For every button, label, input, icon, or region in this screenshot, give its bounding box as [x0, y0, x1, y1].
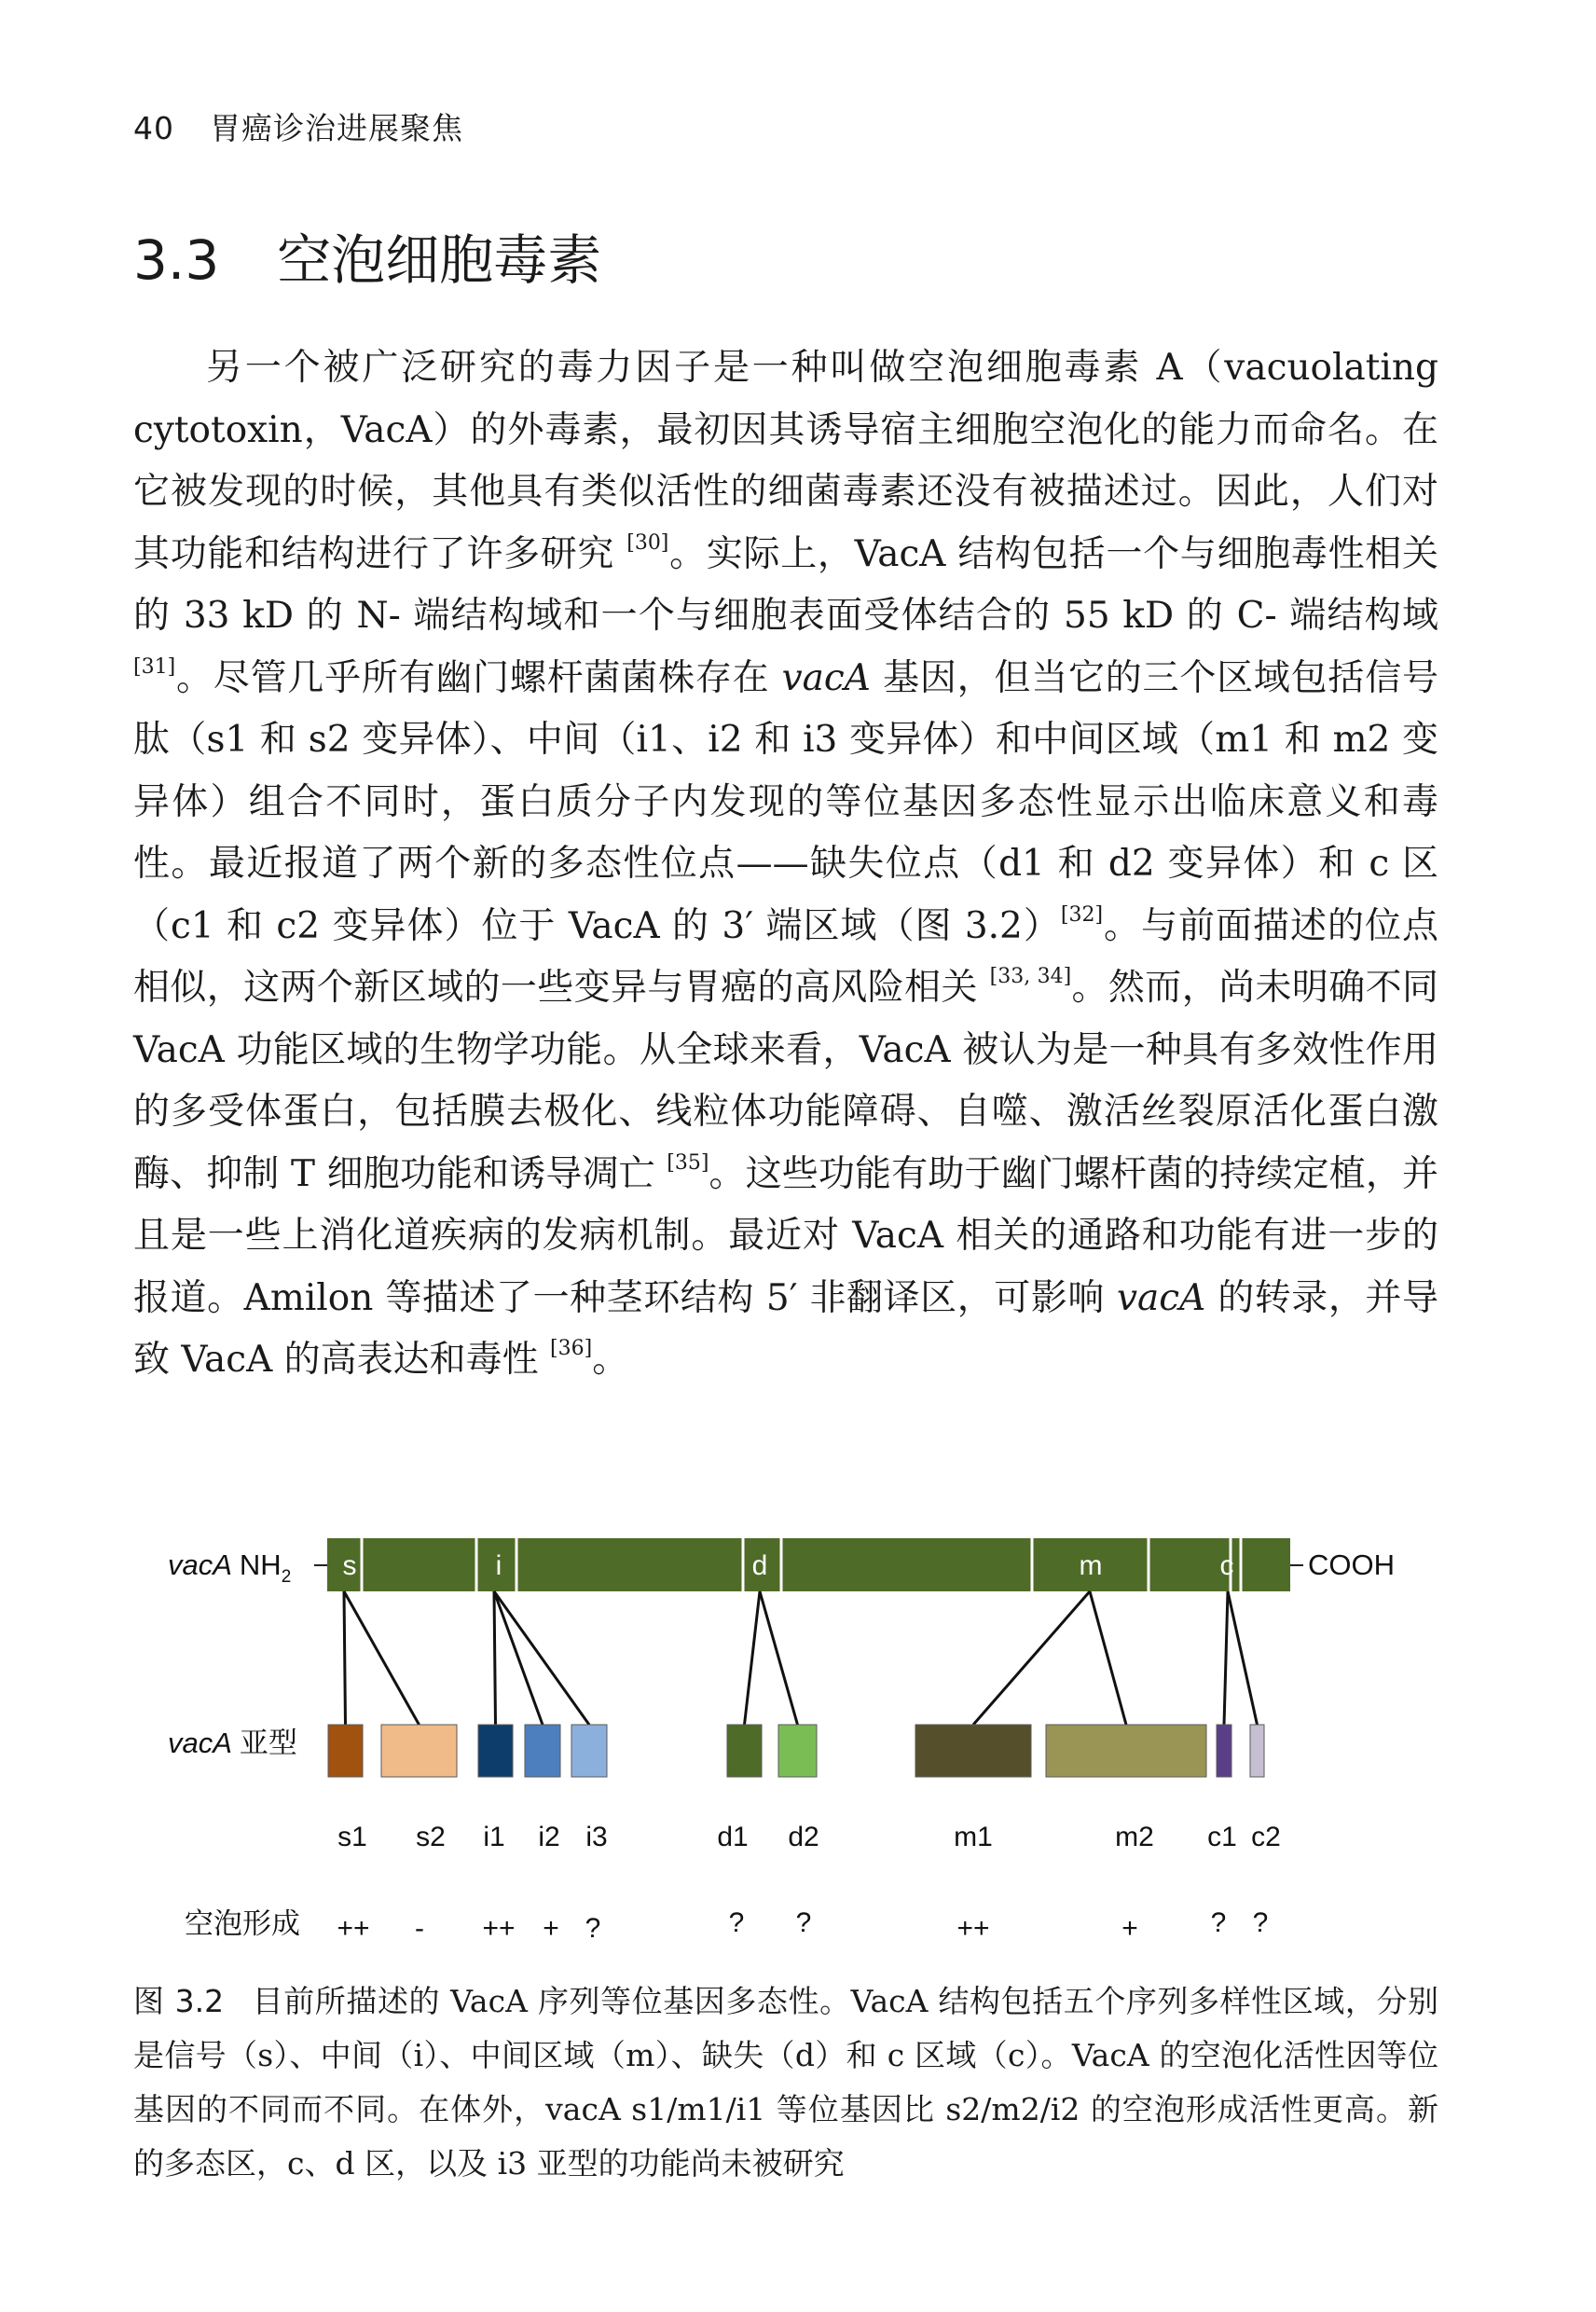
section-number: 3.3	[133, 228, 220, 292]
subtype-name-m1: m1	[954, 1822, 993, 1852]
subtype-name-s1: s1	[337, 1822, 367, 1852]
bar-divider	[1031, 1538, 1034, 1591]
subtype-box-c1	[1217, 1725, 1231, 1777]
subtype-box-i2	[525, 1725, 560, 1777]
cooh-label: COOH	[1308, 1548, 1395, 1581]
connector-m2	[1090, 1591, 1126, 1725]
subtype-box-i1	[478, 1725, 513, 1777]
section-heading	[133, 216, 601, 295]
region-label-i: i	[495, 1550, 502, 1581]
gene-label-sub: 2	[281, 1567, 292, 1587]
subtype-box-m2	[1046, 1725, 1206, 1777]
book-title: 胃癌诊治进展聚焦	[210, 110, 463, 146]
connector-m1	[973, 1591, 1090, 1725]
activity-c1: ?	[1210, 1907, 1227, 1938]
vacuolation-label: 空泡形成	[185, 1907, 300, 1941]
subtype-label-rest: 亚型	[239, 1727, 297, 1759]
text-run: 。实际上，VacA 结构包括一个与细胞毒性相关的 33 kD 的 N- 端结构域和一个与细胞表面受体结合的 55 kD 的 C- 端结构域	[133, 532, 1438, 637]
activity-i3: ?	[585, 1913, 601, 1944]
bar-divider	[1240, 1538, 1243, 1591]
bar-divider	[475, 1538, 478, 1591]
text-run: 。这些功能有助于幽门螺杆菌的持续定植，并且是一些上消化道疾病的发病机制。最近对 VacA 相关的通路和功能有进一步的报道。Amilon 等描述了一种茎环结构 5′ 非翻译区，可影响	[133, 1152, 1438, 1319]
vacuolation-activity	[337, 1907, 1268, 1944]
region-label-c: c	[1219, 1550, 1234, 1581]
activity-s1: ++	[337, 1913, 370, 1944]
activity-d1: ?	[728, 1907, 745, 1938]
subtype-names	[337, 1822, 1281, 1852]
body-paragraph	[133, 337, 1438, 1392]
vaca-gene-bar	[327, 1538, 1290, 1591]
caption-label: 图 3.2	[133, 1983, 225, 2019]
connector-c2	[1228, 1591, 1258, 1725]
subtype-name-i1: i1	[483, 1822, 505, 1852]
figure-3-2	[0, 1492, 1596, 1976]
subtype-name-i3: i3	[585, 1822, 608, 1852]
connector-d2	[760, 1591, 798, 1725]
section-title: 空泡细胞毒素	[277, 228, 602, 292]
subtype-box-m1	[915, 1725, 1031, 1777]
connector-i1	[494, 1591, 496, 1725]
subtype-name-c2: c2	[1251, 1822, 1281, 1852]
citation: [36]	[550, 1337, 593, 1360]
region-label-s: s	[342, 1550, 357, 1581]
activity-d2: ?	[795, 1907, 812, 1938]
subtype-name-s2: s2	[416, 1822, 446, 1852]
activity-i1: ++	[482, 1913, 516, 1944]
text-run: 。与前面描述的位点相似，这两个新区域的一些变异与胃癌的高风险相关	[133, 904, 1438, 1009]
connector-d1	[745, 1591, 761, 1725]
gene-italic: vacA	[1116, 1276, 1206, 1319]
subtype-box-d2	[778, 1725, 817, 1777]
caption-text: 目前所描述的 VacA 序列等位基因多态性。VacA 结构包括五个序列多样性区域，分别是信号（s）、中间（i）、中间区域（m）、缺失（d）和 c 区域（c）。VacA 的空泡化活性因等位基因的不同而不同。在体外，vacA s1/m1/i1 等位基因比 s2/m2/i2 的空泡形成活性更高。新的多态区，c、d 区，以及 i3 亚型的功能尚未被研究	[133, 1983, 1438, 2181]
region-label-m: m	[1079, 1550, 1103, 1581]
text-run: 的转录，并导致 VacA 的高表达和毒性	[133, 1276, 1438, 1381]
citation: [30]	[626, 530, 669, 555]
subtype-label	[168, 1727, 297, 1759]
text-run: 。尽管几乎所有幽门螺杆菌菌株存在	[175, 656, 782, 699]
region-label-d: d	[751, 1550, 768, 1581]
activity-i2: +	[543, 1913, 559, 1944]
paragraph	[133, 337, 1438, 1392]
subtype-box-s1	[328, 1725, 363, 1777]
text-run: 基因，但当它的三个区域包括信号肽（s1 和 s2 变异体）、中间（i1、i2 和 i3 变异体）和中间区域（m1 和 m2 变异体）组合不同时，蛋白质分子内发现的等位基因多态性显示出临床意义和毒性。最近报道了两个新的多态性位点——缺失位点（d1 和 d2 变异体）和 c 区（c1 和 c2 变异体）位于 VacA 的 3′ 端区域（图 3.2）	[133, 656, 1438, 947]
subtype-label-italic: vacA	[168, 1727, 232, 1759]
citation: [31]	[133, 654, 176, 679]
page-header	[133, 104, 463, 148]
activity-m1: ++	[956, 1913, 990, 1944]
bar-divider	[1148, 1538, 1150, 1591]
text-run: 另一个被广泛研究的毒力因子是一种叫做空泡细胞毒素 A（vacuolating cytotoxin，VacA）的外毒素，最初因其诱导宿主细胞空泡化的能力而命名。在它被发现的时候，其他具有类似活性的细菌毒素还没有被描述过。因此，人们对其功能和结构进行了许多研究	[133, 347, 1438, 575]
activity-s2: -	[415, 1913, 424, 1944]
connector-s1	[344, 1591, 346, 1725]
bar-divider	[361, 1538, 364, 1591]
bar-divider	[780, 1538, 783, 1591]
connector-s2	[344, 1591, 420, 1725]
activity-m2: +	[1121, 1913, 1138, 1944]
gene-label-italic: vacA	[168, 1548, 232, 1581]
subtype-name-d1: d1	[717, 1822, 749, 1852]
page-number: 40	[133, 110, 174, 146]
connector-i2	[494, 1591, 543, 1725]
subtype-name-i2: i2	[538, 1822, 560, 1852]
subtype-box-i3	[571, 1725, 607, 1777]
subtype-boxes	[328, 1725, 1264, 1777]
subtype-box-s2	[381, 1725, 457, 1777]
connector-lines	[344, 1591, 1258, 1725]
bar-divider	[742, 1538, 745, 1591]
subtype-name-d2: d2	[788, 1822, 819, 1852]
citation: [33, 34]	[989, 965, 1072, 988]
vaca-diagram	[0, 1492, 1596, 1976]
text-run: 。然而，尚未明确不同 VacA 功能区域的生物学功能。从全球来看，VacA 被认为是一种具有多效性作用的多受体蛋白，包括膜去极化、线粒体功能障碍、自噬、激活丝裂原活化蛋白激酶、抑制 T 细胞功能和诱导凋亡	[133, 967, 1438, 1195]
text-run: 。	[592, 1339, 629, 1381]
gene-label-nh2: NH	[239, 1548, 282, 1581]
gene-italic: vacA	[781, 656, 871, 699]
subtype-box-c2	[1250, 1725, 1264, 1777]
subtype-name-c1: c1	[1207, 1822, 1237, 1852]
gene-label	[168, 1548, 291, 1587]
subtype-name-m2: m2	[1115, 1822, 1154, 1852]
connector-i3	[494, 1591, 589, 1725]
activity-c2: ?	[1252, 1907, 1269, 1938]
bar-divider	[516, 1538, 518, 1591]
subtype-box-d1	[727, 1725, 762, 1777]
citation: [35]	[667, 1150, 709, 1175]
figure-caption	[133, 1975, 1438, 2191]
connector-c1	[1224, 1591, 1228, 1725]
citation: [32]	[1060, 902, 1104, 927]
